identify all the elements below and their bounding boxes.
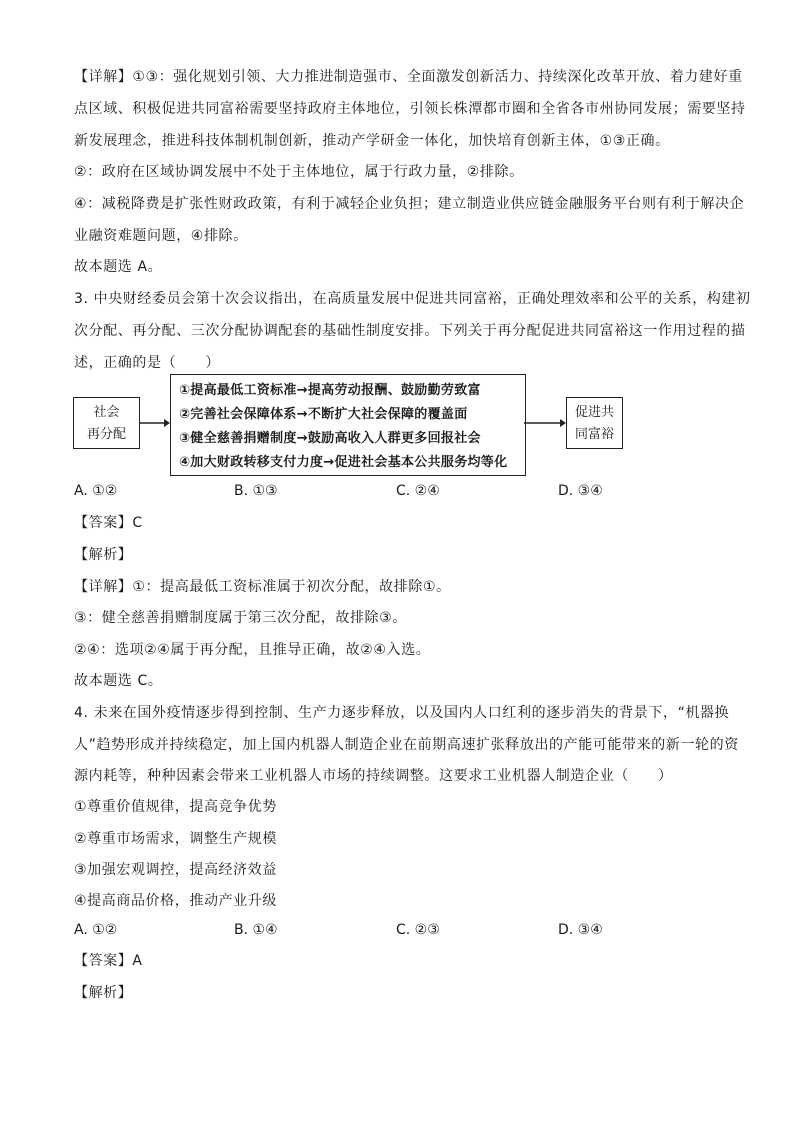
option-c[interactable]: C. ②③	[396, 922, 440, 938]
q4-item: ④提高商品价格，推动产业升级	[74, 893, 277, 909]
detail-line: 点区域、积极促进共同富裕需要坚持政府主体地位，引领长株潭都市圈和全省各市州协同发展；需要坚持	[74, 101, 746, 117]
option-a[interactable]: A. ①②	[74, 483, 118, 499]
q4-analysis-label: 【解析】	[74, 985, 133, 1001]
middle-item: ④加大财政转移支付力度→促进社会基本公共服务均等化	[179, 455, 508, 470]
detail-line: 新发展理念，推进科技体制机制创新，推动产学研金一体化，加快培育创新主体，①③正确。	[74, 133, 670, 149]
q4-answer: 【答案】A	[74, 953, 143, 969]
q4-item: ②尊重市场需求，调整生产规模	[74, 831, 277, 847]
q4-stem-line: 人”趋势形成并持续稳定，加上国内机器人制造企业在前期高速扩张释放出的产能可能带来的新一轮的资	[74, 737, 739, 753]
detail-line: 业融资难题问题，④排除。	[74, 228, 248, 244]
detail-line: 【详解】①③：强化规划引领、大力推进制造强市、全面激发创新活力、持续深化改革开放、着力建好重	[74, 69, 743, 85]
q3-analysis-label: 【解析】	[74, 547, 133, 563]
q3-stem-line: 次分配、再分配、三次分配协调配套的基础性制度安排。下列关于再分配促进共同富裕这一作用过程的描	[74, 323, 746, 339]
q3-detail-line: 【详解】①：提高最低工资标准属于初次分配，故排除①。	[74, 579, 451, 595]
option-c[interactable]: C. ②④	[396, 483, 440, 499]
option-d[interactable]: D. ③④	[558, 922, 603, 938]
left-box	[73, 397, 140, 449]
q4-options	[74, 920, 714, 940]
option-a[interactable]: A. ①②	[74, 922, 118, 938]
middle-box	[170, 374, 526, 476]
q4-item: ①尊重价值规律，提高竞争优势	[74, 799, 277, 815]
q3-detail-line: ②④：选项②④属于再分配，且推导正确，故②④入选。	[74, 642, 431, 658]
right-box-line: 促进共	[574, 405, 614, 420]
option-b[interactable]: B. ①④	[234, 922, 278, 938]
left-box-line: 社会	[93, 405, 120, 420]
detail-line: ②：政府在区域协调发展中不处于主体地位，属于行政力量，②排除。	[74, 164, 524, 180]
q3-answer: 【答案】C	[74, 515, 143, 531]
detail-line: ④：减税降费是扩张性财政政策，有利于减轻企业负担；建立制造业供应链金融服务平台则有利于解决企	[74, 196, 745, 212]
right-box	[566, 397, 623, 449]
left-box-line: 再分配	[86, 427, 126, 442]
q4-stem-line: 4. 未来在国外疫情逐步得到控制、生产力逐步释放，以及国内人口红利的逐步消失的背景下，“机器换	[74, 705, 730, 721]
right-box-line: 同富裕	[574, 427, 614, 442]
q3-detail-line: ③：健全慈善捐赠制度属于第三次分配，故排除③。	[74, 610, 407, 626]
arrow-right-icon	[524, 417, 566, 429]
q3-conclusion: 故本题选 C。	[74, 673, 163, 689]
q4-item: ③加强宏观调控，提高经济效益	[74, 862, 277, 878]
option-b[interactable]: B. ①③	[234, 483, 278, 499]
option-d[interactable]: D. ③④	[558, 483, 603, 499]
middle-item: ①提高最低工资标准→提高劳动报酬、鼓励勤劳致富	[179, 383, 481, 398]
q4-stem-line: 源内耗等，种种因素会带来工业机器人市场的持续调整。这要求工业机器人制造企业（ ）	[74, 768, 673, 784]
middle-item: ③健全慈善捐赠制度→鼓励高收入人群更多回报社会	[179, 431, 481, 446]
q3-options	[74, 481, 714, 501]
arrow-right-icon	[140, 417, 170, 429]
q3-stem-line: 3. 中央财经委员会第十次会议指出，在高质量发展中促进共同富裕，正确处理效率和公平的关系，构建初	[74, 291, 751, 307]
detail-conclusion: 故本题选 A。	[74, 259, 163, 275]
q3-stem-line: 述，正确的是（ ）	[74, 355, 220, 371]
middle-item: ②完善社会保障体系→不断扩大社会保障的覆盖面	[179, 407, 468, 422]
